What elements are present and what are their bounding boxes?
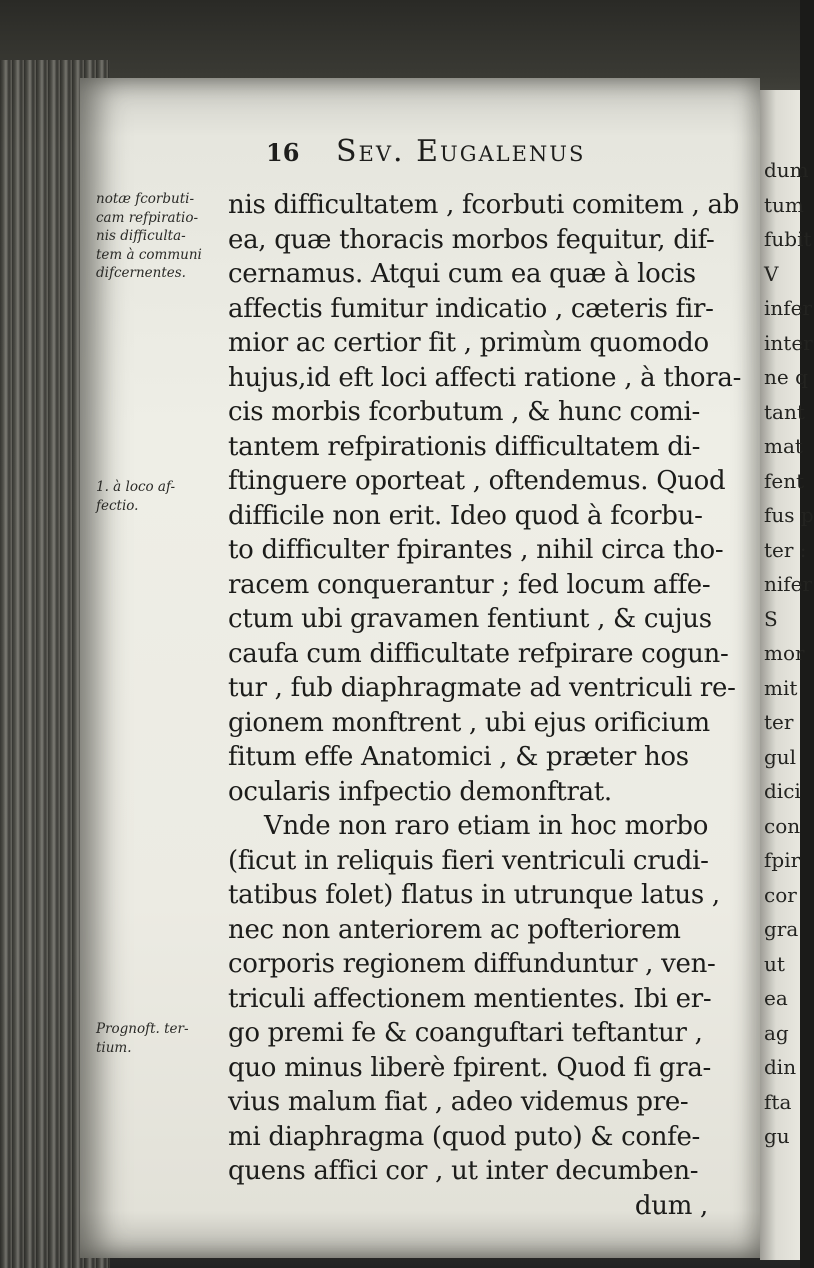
text-line: (ficut in reliquis fieri ventriculi crudi- [228,845,709,876]
next-page-fragment: ea [764,986,788,1010]
next-page-fragment: inter [764,330,813,355]
page-number: 16 [266,138,300,167]
next-page-fragment: gu [764,1124,790,1148]
next-page-fragment: fta [764,1089,792,1114]
text-line: tatibus folet) flatus in utrunque latus , [228,880,720,910]
text-line: corporis regionem diffunduntur , ven- [228,949,716,979]
text-line: gionem monftrent , ubi ejus orificium [228,707,710,738]
text-line: nec non anteriorem ac pofteriorem [228,914,681,945]
text-line: quo minus liberè fpirent. Quod fi gra- [228,1052,712,1083]
next-page-fragment: dum [764,158,809,182]
next-page-fragment: cor [764,882,797,907]
next-page-fragment: tant [764,399,805,424]
text-line: nis difficultatem , fcorbuti comitem , ab [228,190,740,220]
margin-note-3: Prognoft. ter- tium. [96,1021,189,1056]
text-line: tur , fub diaphragmate ad ventriculi re- [228,673,736,703]
text-line: difficile non erit. Ideo quod à fcorbu- [228,500,703,531]
text-line: go premi fe & coanguftari teftantur , [228,1018,703,1048]
next-page-fragment: ag [764,1020,789,1045]
next-page-fragment: tum [764,192,804,217]
next-page-fragment: ter [764,710,794,734]
margin-note-2: 1. à loco af- fectio. [96,479,176,514]
text-line: Vnde non raro etiam in hoc morbo [264,811,709,841]
next-page-edge [760,90,814,1260]
body-text [228,188,748,1223]
text-line: cis morbis fcorbutum , & hunc comi- [228,397,701,427]
next-page-fragment: S [764,606,778,631]
catchword: dum , [634,1190,708,1221]
next-page-fragment: ne q [764,365,808,389]
text-line: ctum ubi gravamen fentiunt , & cujus [228,604,712,634]
running-title: Sev. Eugalenus [336,134,586,169]
next-page-fragment: fus p [764,503,814,527]
next-page-fragment: gra [764,917,799,941]
next-page-fragment: infer [764,296,813,320]
text-line: affectis fumitur indicatio , cæteris fir- [228,293,714,324]
next-page-fragment: ut [764,951,785,976]
text-line: tantem refpirationis difficultatem di- [228,431,701,462]
text-line: ocularis infpectio demonftrat. [228,776,612,807]
text-line: hujus,id eft loci affecti ratione , à thora- [228,362,742,393]
text-line: ea, quæ thoracis morbos fequitur, dif- [228,224,715,255]
page-header [266,134,736,174]
next-page-fragment: V [764,261,779,286]
text-line: quens affici cor , ut inter decumben- [228,1156,699,1186]
margin-note-1: notæ fcorbuti- cam refpiratio- nis difficulta- tem à communi difcernentes. [96,191,202,281]
text-line: vius malum fiat , adeo videmus pre- [228,1087,689,1117]
next-page-fragment: din [764,1055,797,1079]
next-page-fragment: con [764,813,801,838]
next-page-fragment: mit [764,675,798,700]
next-page-fragment: nifer [764,572,813,596]
text-line: triculi affectionem mentientes. Ibi er- [228,983,712,1014]
next-page-fragment: fent [764,468,805,493]
text-line: cernamus. Atqui cum ea quæ à locis [228,259,696,289]
text-line: to difficulter fpirantes , nihil circa tho- [228,535,724,565]
next-page-fragment: gul [764,744,797,769]
next-page-fragment: mor [764,641,805,665]
text-line: mior ac certior fit , primùm quomodo [228,328,709,358]
text-line: caufa cum difficultate refpirare cogun- [228,638,729,669]
text-line: mi diaphragma (quod puto) & confe- [228,1121,701,1152]
text-line: ftinguere oporteat , oftendemus. Quod [228,466,726,496]
text-line: racem conquerantur ; fed locum affe- [228,569,711,600]
text-line: fitum effe Anatomici , & præter hos [228,742,689,772]
next-page-fragment: fpir [764,848,801,872]
next-page-fragment: fubit [764,227,812,251]
next-page-fragment: mat [764,434,803,458]
next-page-fragment: dici [764,779,801,803]
next-page-fragment: ter : [764,537,807,562]
